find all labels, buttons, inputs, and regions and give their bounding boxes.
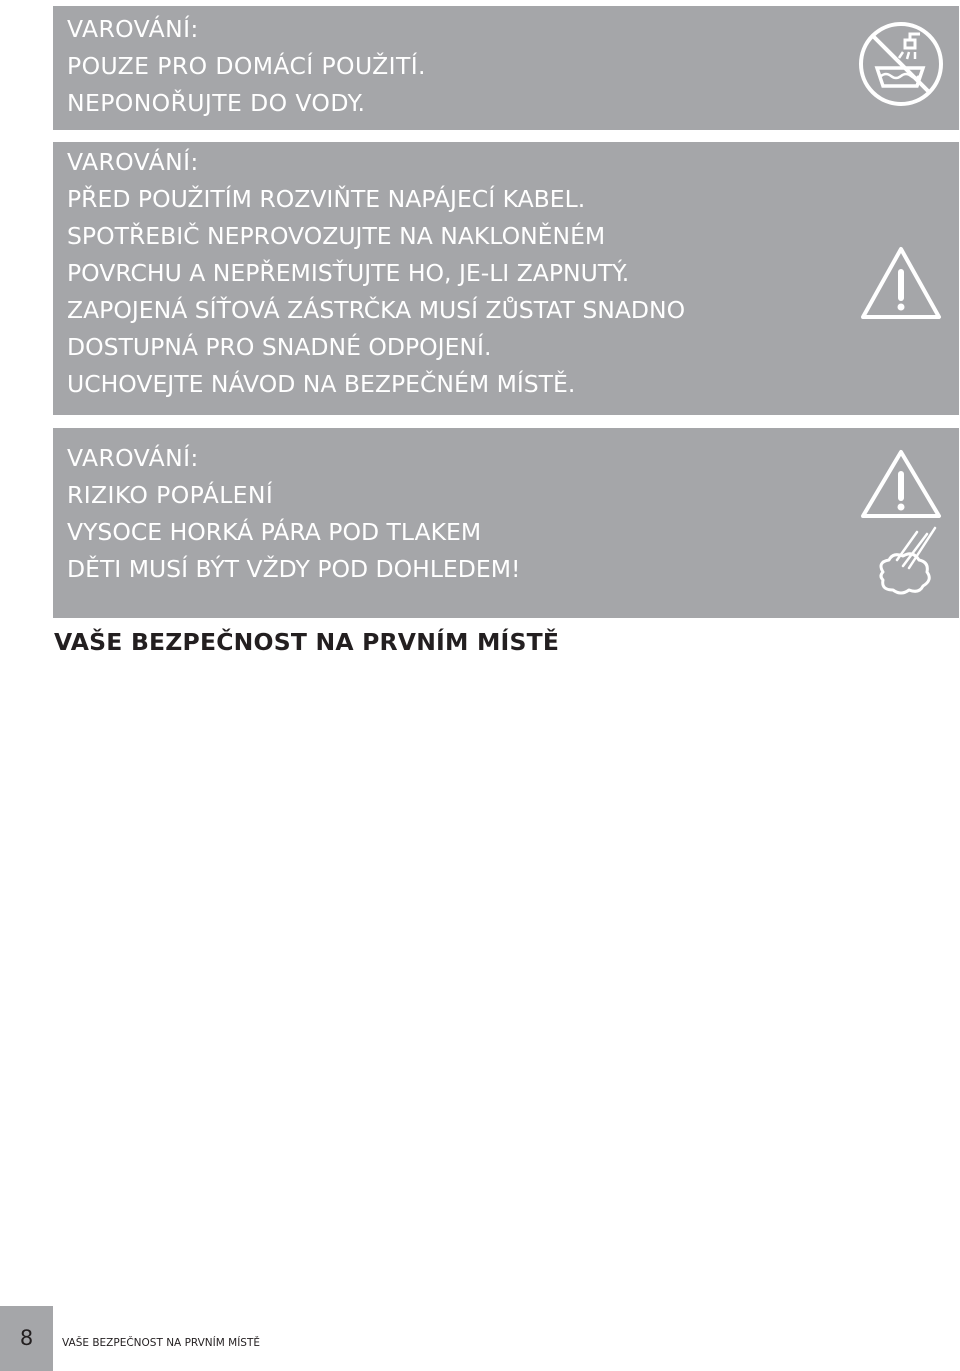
footer-title: VAŠE BEZPEČNOST NA PRVNÍM MÍSTĚ (62, 1337, 261, 1349)
page-number: 8 (0, 1306, 53, 1371)
warning-triangle-icon (858, 244, 944, 322)
warning-text (67, 144, 685, 403)
warning-box-burn-risk (53, 428, 959, 618)
warning-heading: VAROVÁNÍ: (67, 148, 199, 176)
warning-line: PŘED POUŽITÍM ROZVIŇTE NAPÁJECÍ KABEL. (67, 185, 586, 213)
warning-box-no-immersion (53, 6, 959, 130)
warning-text (67, 440, 520, 588)
no-immersion-icon (857, 20, 945, 108)
warning-line: DOSTUPNÁ PRO SNADNÉ ODPOJENÍ. (67, 333, 492, 361)
warning-box-general (53, 142, 959, 415)
warning-line: POVRCHU A NEPŘEMISŤUJTE HO, JE-LI ZAPNUTÝ. (67, 259, 630, 287)
warning-line: NEPONOŘUJTE DO VODY. (67, 89, 366, 117)
warning-heading: VAROVÁNÍ: (67, 15, 199, 43)
warning-text (67, 11, 426, 122)
warning-line: RIZIKO POPÁLENÍ (67, 481, 274, 509)
warning-line: POUZE PRO DOMÁCÍ POUŽITÍ. (67, 52, 426, 80)
warning-triangle-icon (858, 448, 944, 520)
warning-heading: VAROVÁNÍ: (67, 444, 199, 472)
section-title: VAŠE BEZPEČNOST NA PRVNÍM MÍSTĚ (54, 628, 560, 656)
warning-line: VYSOCE HORKÁ PÁRA POD TLAKEM (67, 518, 482, 546)
warning-line: SPOTŘEBIČ NEPROVOZUJTE NA NAKLONĚNÉM (67, 222, 606, 250)
warning-line: ZAPOJENÁ SÍŤOVÁ ZÁSTRČKA MUSÍ ZŮSTAT SNADNO (67, 296, 686, 324)
warning-line: DĚTI MUSÍ BÝT VŽDY POD DOHLEDEM! (67, 555, 521, 583)
hot-steam-icon (873, 524, 939, 596)
warning-line: UCHOVEJTE NÁVOD NA BEZPEČNÉM MÍSTĚ. (67, 370, 576, 398)
